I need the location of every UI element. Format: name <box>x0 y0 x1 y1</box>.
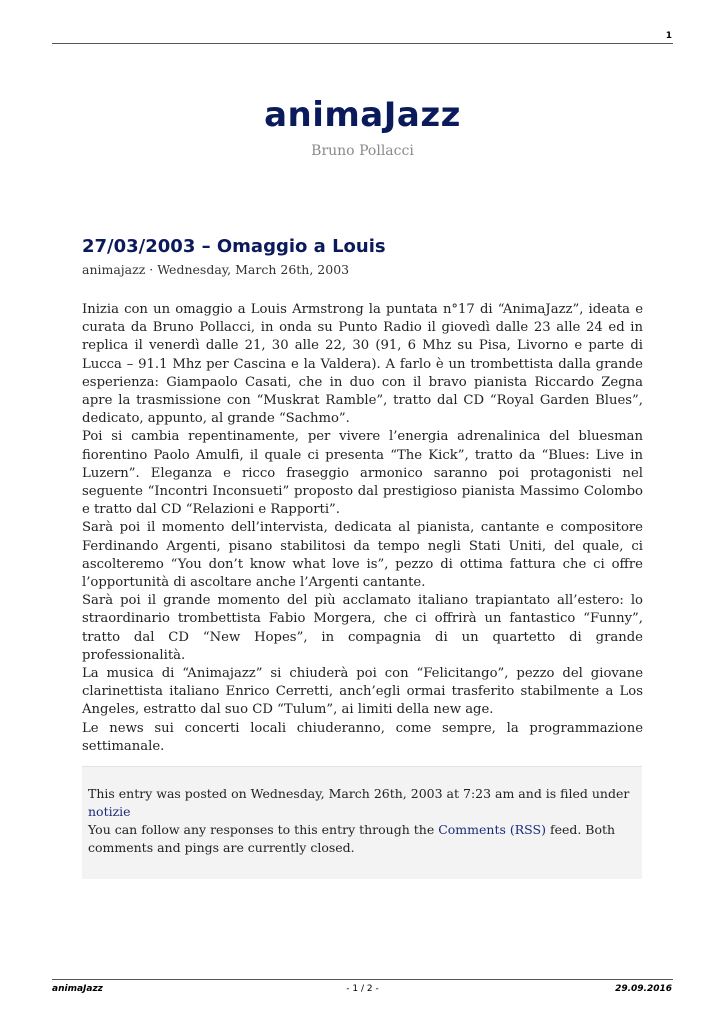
site-subtitle: Bruno Pollacci <box>311 143 414 159</box>
paragraph: Inizia con un omaggio a Louis Armstrong la puntata n°17 di “AnimaJazz”, ideata e curata da Bruno Pollacci, in onda su Punto Radio il giovedì dalle 23 alle 24 ed in replica il venerdì dalle 21, 30 alle 22, 30 (91, 6 Mhz su Pisa, Livorno e parte di Lucca – 91.1 Mhz per Cascina e la Valdera). A farlo è un trombettista dalla grande esperienza: Giampaolo Casati, che in duo con il bravo pianista Riccardo Zegna apre la trasmissione con “Muskrat Ramble”, tratto dal CD “Royal Garden Blues”, dedicato, appunto, al grande “Sachmo”. <box>82 302 643 427</box>
page-number: 1 <box>665 31 672 41</box>
posted-info <box>88 785 636 821</box>
follow-text: You can follow any responses to this entry through the <box>88 822 435 837</box>
post-title: 27/03/2003 – Omaggio a Louis <box>82 236 386 257</box>
post-meta: animajazz · Wednesday, March 26th, 2003 <box>82 262 350 277</box>
paragraph: Sarà poi il grande momento del più acclamato italiano trapiantato all’estero: lo straordinario trombettista Fabio Morgera, che ci offrirà un fantastico “Funny”, tratto dal CD “New Hopes”, in compagnia di un quartetto di grande professionalità. <box>82 593 643 663</box>
header-divider <box>52 43 673 44</box>
footer-page-count: - 1 / 2 - <box>346 984 379 994</box>
follow-info <box>88 821 636 857</box>
footer-date: 29.09.2016 <box>615 984 672 994</box>
paragraph: Le news sui concerti locali chiuderanno, come sempre, la programmazione settimanale. <box>82 720 643 754</box>
footer-site-name: animaJazz <box>52 984 103 994</box>
paragraph: Poi si cambia repentinamente, per vivere l’energia adrenalinica del bluesman fiorentino Paolo Amulfi, il quale ci presenta “The Kick”, tratto da “Blues: Live in Luzern”. Eleganza e ricco fraseggio armonico saranno poi protagonisti nel seguente “Incontri Inconsueti” proposto dal prestigioso pianista Massimo Colombo e tratto dal CD “Relazioni e Rapporti”. <box>82 429 643 518</box>
footer-divider <box>52 979 673 980</box>
comments-rss-link[interactable]: Comments (RSS) <box>438 822 546 837</box>
follow-text-end: feed. Both comments and pings are currently closed. <box>88 822 616 855</box>
paragraph: La musica di “Animajazz” si chiuderà poi con “Felicitango”, pezzo del giovane clarinettista italiano Enrico Cerretti, anch’egli ormai trasferito stabilmente a Los Angeles, estratto dal suo CD “Tulum”, ai limiti della new age. <box>82 666 643 718</box>
entry-footer <box>82 766 642 879</box>
site-title: animaJazz <box>264 95 461 135</box>
paragraph: Sarà poi il momento dell’intervista, dedicata al pianista, cantante e compositore Ferdinando Argenti, pisano stabilitosi da tempo negli Stati Uniti, del quale, ci ascolteremo “You don’t know what love is”, pezzo di ottima fattura che ci offre l’opportunità di ascoltare anche l’Argenti cantante. <box>82 520 643 591</box>
category-link[interactable]: notizie <box>88 804 131 819</box>
post-content <box>82 301 643 756</box>
posted-text: This entry was posted on Wednesday, March 26th, 2003 at 7:23 am and is filed under <box>88 786 630 801</box>
